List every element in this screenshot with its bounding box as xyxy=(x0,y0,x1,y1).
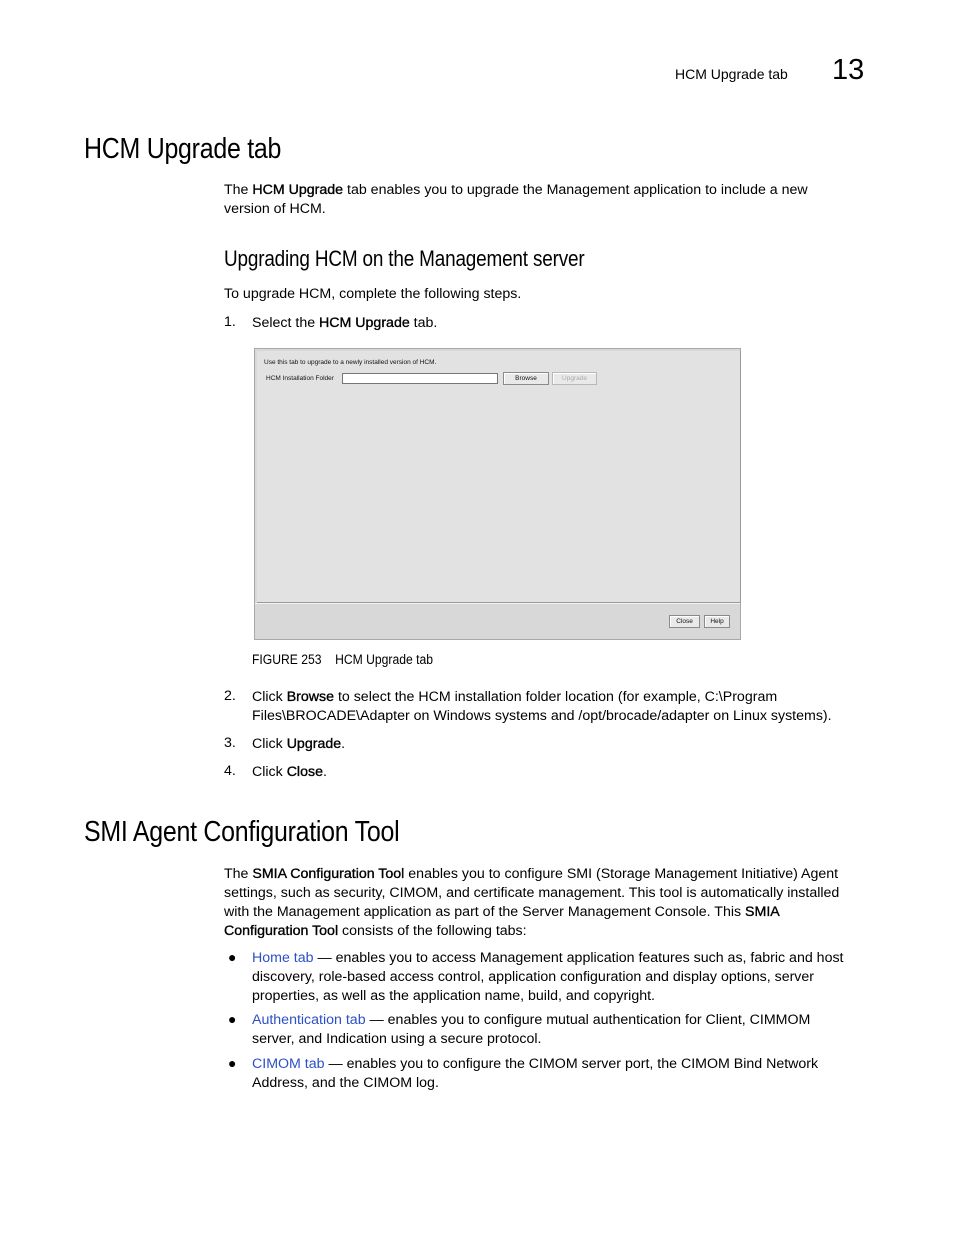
step-1-text xyxy=(252,314,872,333)
bullet-icon: ● xyxy=(228,949,237,965)
step-bold-term: Browse xyxy=(286,689,334,705)
step-number: 1. xyxy=(224,314,236,330)
help-button[interactable]: Help xyxy=(704,615,730,628)
paragraph-text: consists of the following tabs: xyxy=(338,923,527,939)
paragraph-bold-term: Configuration Tool xyxy=(224,923,339,939)
subsection-lead: To upgrade HCM, complete the following steps. xyxy=(224,286,522,302)
bullet-icon: ● xyxy=(228,1011,237,1027)
intro-text: The xyxy=(224,182,253,198)
intro-bold-term: HCM Upgrade xyxy=(252,182,344,198)
step-bold-term: HCM Upgrade xyxy=(319,315,410,331)
step-text: Files\BROCADE\Adapter on Windows systems and /opt/brocade/adapter on Linux systems). xyxy=(252,708,832,724)
bullet-text: — enables you to access Management application features such as, fabric and host xyxy=(313,950,844,966)
bullet-text: properties, as well as the application name, build, and copyright. xyxy=(252,988,655,1004)
authentication-tab-link[interactable]: Authentication tab xyxy=(252,1012,366,1028)
paragraph-text: with the Management application as part of the Server Management Console. This xyxy=(224,904,746,920)
step-bold-term: Upgrade xyxy=(286,736,342,752)
paragraph-text: enables you to configure SMI (Storage Management Initiative) Agent xyxy=(404,866,839,882)
step-bold-term: Close xyxy=(286,764,323,780)
browse-button[interactable]: Browse xyxy=(503,372,549,385)
chapter-number: 13 xyxy=(832,54,865,86)
home-tab-link[interactable]: Home tab xyxy=(252,950,314,966)
step-number: 4. xyxy=(224,763,236,779)
section-title-smi-agent: SMI Agent Configuration Tool xyxy=(84,816,400,848)
tab-content-panel xyxy=(257,351,741,603)
step-text: tab. xyxy=(409,315,438,331)
bullet-text: server, and Indication using a secure protocol. xyxy=(252,1031,542,1047)
close-button[interactable]: Close xyxy=(669,615,700,628)
installation-folder-input[interactable] xyxy=(342,373,498,384)
step-3-text xyxy=(252,735,872,754)
bullet-item-cimom xyxy=(252,1055,872,1093)
section-title-hcm-upgrade: HCM Upgrade tab xyxy=(84,133,282,165)
cimom-tab-link[interactable]: CIMOM tab xyxy=(252,1056,325,1072)
figure-caption xyxy=(252,652,433,667)
step-text: Click xyxy=(252,736,287,752)
upgrade-button[interactable]: Upgrade xyxy=(552,372,597,385)
bullet-item-authentication xyxy=(252,1011,872,1049)
bullet-text: Address, and the CIMOM log. xyxy=(252,1075,439,1091)
hcm-upgrade-dialog xyxy=(254,348,741,640)
intro-text: version of HCM. xyxy=(224,201,326,217)
bullet-text: — enables you to configure mutual authentication for Client, CIMMOM xyxy=(365,1012,811,1028)
figure-title: HCM Upgrade tab xyxy=(335,652,433,667)
bullet-text: — enables you to configure the CIMOM server port, the CIMOM Bind Network xyxy=(324,1056,819,1072)
figure-label: FIGURE 253 xyxy=(252,652,322,667)
subsection-title: Upgrading HCM on the Management server xyxy=(224,246,585,271)
paragraph-text: The xyxy=(224,866,253,882)
bullet-text: discovery, role-based access control, application configuration and display options, server xyxy=(252,969,815,985)
folder-label: HCM Installation Folder xyxy=(266,375,334,382)
divider xyxy=(255,603,740,604)
bullet-item-home xyxy=(252,949,872,1006)
bullet-icon: ● xyxy=(228,1055,237,1071)
step-2-text xyxy=(252,688,872,726)
intro-text: tab enables you to upgrade the Management application to include a new xyxy=(343,182,808,198)
step-text: Select the xyxy=(252,315,320,331)
paragraph-bold-term: SMIA Configuration Tool xyxy=(252,866,405,882)
step-number: 2. xyxy=(224,688,236,704)
section1-intro xyxy=(224,181,808,219)
step-text: . xyxy=(322,764,327,780)
section2-paragraph xyxy=(224,865,874,941)
running-header-title: HCM Upgrade tab xyxy=(675,66,788,82)
paragraph-text: settings, such as security, CIMOM, and certificate management. This tool is automatically installed xyxy=(224,885,840,901)
dialog-instruction: Use this tab to upgrade to a newly installed version of HCM. xyxy=(264,359,437,366)
paragraph-bold-term: SMIA xyxy=(745,904,780,920)
step-text: Click xyxy=(252,689,287,705)
step-4-text xyxy=(252,763,872,782)
step-number: 3. xyxy=(224,735,236,751)
step-text: Click xyxy=(252,764,287,780)
step-text: to select the HCM installation folder location (for example, C:\Program xyxy=(334,689,778,705)
step-text: . xyxy=(341,736,346,752)
